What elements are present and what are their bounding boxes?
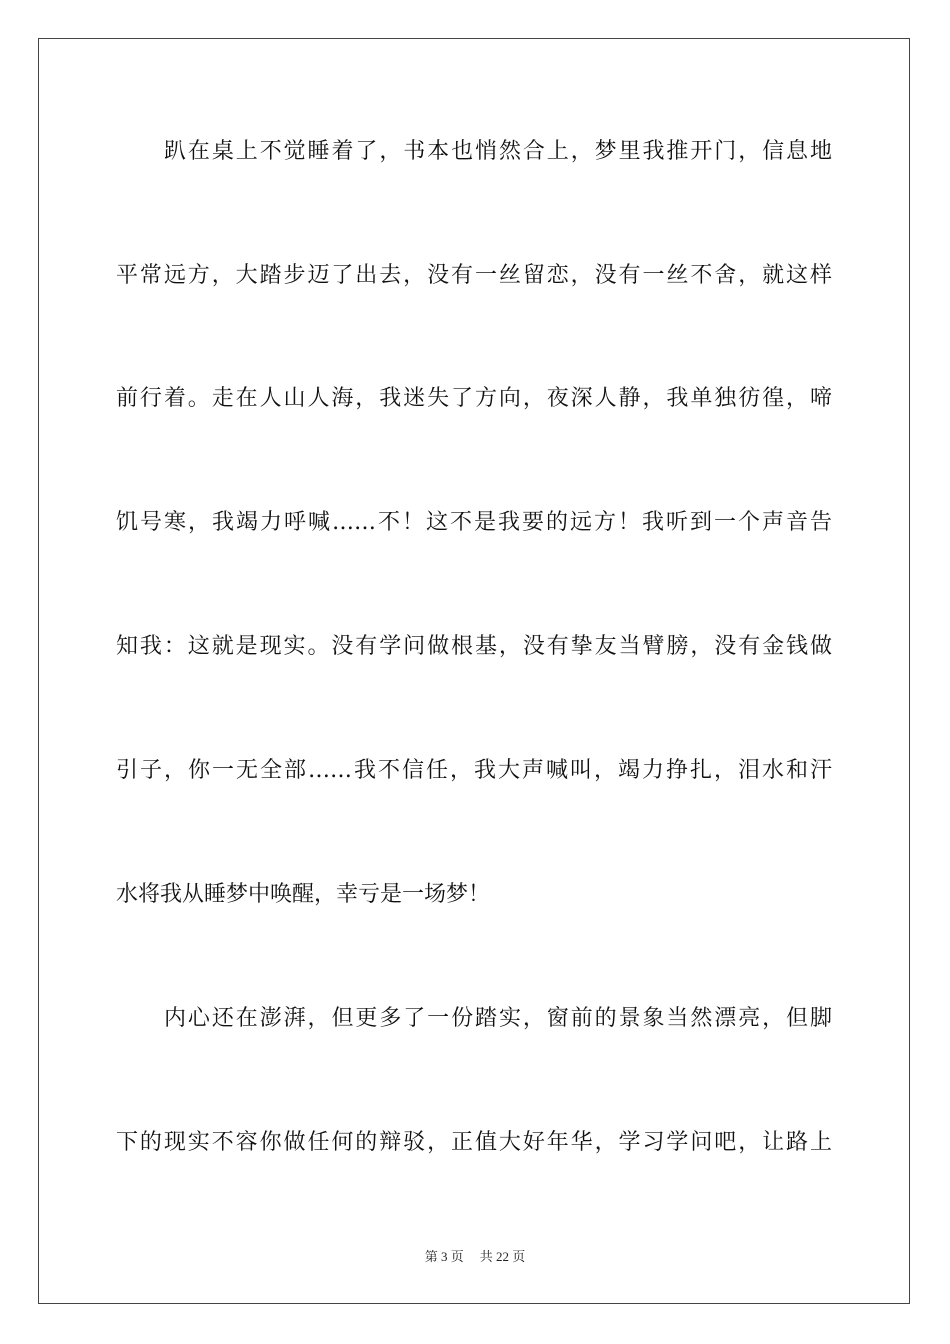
paragraph-1-line-6: 引子，你一无全部……我不信任，我大声喊叫，竭力挣扎，泪水和汗 [116,758,832,783]
page-footer [0,1248,950,1266]
paragraph-1-line-5: 知我：这就是现实。没有学问做根基，没有挚友当臂膀，没有金钱做 [116,634,832,659]
paragraph-1-line-3: 前行着。走在人山人海，我迷失了方向，夜深人静，我单独彷徨，啼 [116,386,832,411]
paragraph-2-line-2: 下的现实不容你做任何的辩驳，正值大好年华，学习学问吧，让路上 [116,1130,832,1155]
page-border [38,38,910,1304]
paragraph-1-line-7: 水将我从睡梦中唤醒，幸亏是一场梦！ [116,882,491,907]
paragraph-2-line-1: 内心还在澎湃，但更多了一份踏实，窗前的景象当然漂亮，但脚 [164,1006,832,1031]
page-number: 第 3 页 [424,1249,464,1264]
paragraph-1-line-4: 饥号寒，我竭力呼喊……不！这不是我要的远方！我听到一个声音告 [116,510,832,535]
paragraph-1-line-2: 平常远方，大踏步迈了出去，没有一丝留恋，没有一丝不舍，就这样 [116,263,832,288]
paragraph-1-line-1: 趴在桌上不觉睡着了，书本也悄然合上，梦里我推开门，信息地 [164,139,832,164]
page-total: 共 22 页 [479,1249,526,1264]
